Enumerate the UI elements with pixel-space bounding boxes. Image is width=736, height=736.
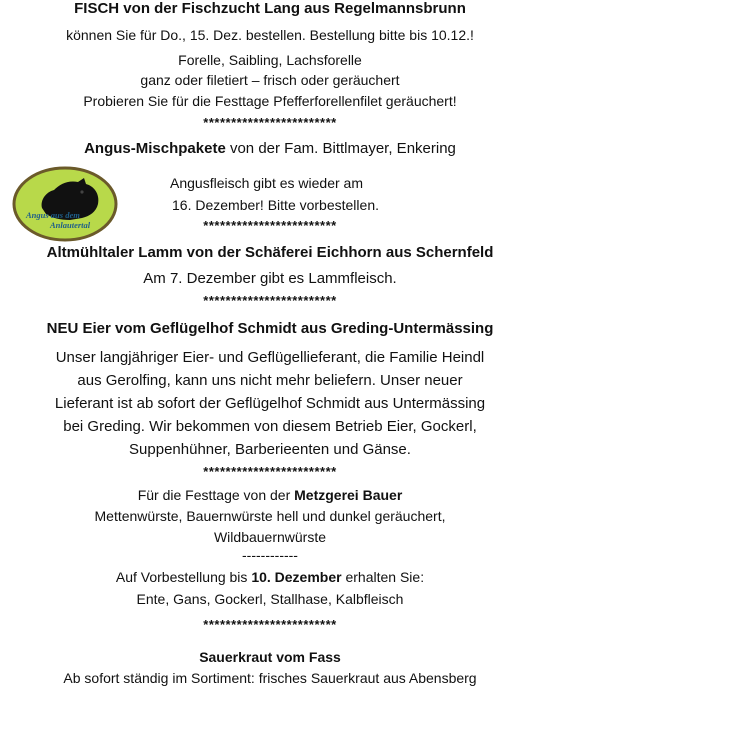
fisch-line-2: ganz oder filetiert – frisch oder geräuchert — [140, 72, 400, 88]
separator-3: ************************ — [203, 293, 337, 308]
angus-title-bold: Angus-Mischpakete — [84, 140, 226, 157]
angus-logo-graphic — [12, 166, 118, 242]
logo-text-2: Anlautertal — [50, 220, 91, 230]
separator-5: ************************ — [203, 617, 337, 632]
flyer-column — [20, 0, 520, 688]
eier-line-3: Lieferant ist ab sofort der Geflügelhof Schmidt aus Untermässing — [54, 395, 486, 412]
metzgerei-name: Metzgerei Bauer — [294, 487, 403, 503]
metzgerei-intro-text: Für die Festtage von der — [137, 487, 295, 503]
metzgerei-pre-a: Auf Vorbestellung bis — [115, 569, 252, 585]
eier-line-1: Unser langjähriger Eier- und Geflügellieferant, die Familie Heindl — [55, 349, 485, 366]
metzgerei-line-1: Mettenwürste, Bauernwürste hell und dunkel geräuchert, — [94, 508, 446, 524]
metzgerei-date: 10. Dezember — [251, 569, 342, 585]
separator-4: ************************ — [203, 464, 337, 479]
separator-1: ************************ — [203, 115, 337, 130]
angus-title-rest: von der Fam. Bittlmayer, Enkering — [225, 140, 456, 157]
fisch-line-1: Forelle, Saibling, Lachsforelle — [178, 52, 362, 68]
metzgerei-preorder — [20, 566, 520, 588]
eier-title: NEU Eier vom Geflügelhof Schmidt aus Greding-Untermässing — [46, 320, 494, 337]
eier-line-5: Suppenhühner, Barberieenten und Gänse. — [129, 441, 411, 458]
separator-2: ************************ — [203, 218, 337, 233]
sauerkraut-line-1: Ab sofort ständig im Sortiment: frisches Sauerkraut aus Abensberg — [63, 670, 477, 686]
lamm-line-1: Am 7. Dezember gibt es Lammfleisch. — [143, 270, 397, 287]
metzgerei-dashes: ------------ — [242, 547, 298, 563]
angus-title — [20, 138, 520, 160]
metzgerei-pre-b: erhalten Sie: — [341, 569, 425, 585]
metzgerei-intro — [20, 485, 520, 506]
fisch-title: FISCH von der Fischzucht Lang aus Regelmannsbrunn — [74, 0, 466, 17]
angus-logo — [12, 166, 118, 242]
eier-body — [20, 346, 520, 461]
eier-line-4: bei Greding. Wir bekommen von diesem Betrieb Eier, Gockerl, — [63, 418, 477, 435]
lamm-title: Altmühltaler Lamm von der Schäferei Eichhorn aus Schernfeld — [46, 244, 494, 261]
angus-line-1: Angusfleisch gibt es wieder am — [170, 175, 363, 191]
angus-line-2: 16. Dezember! Bitte vorbestellen. — [172, 197, 379, 213]
logo-text-1: Angus aus dem — [26, 210, 80, 220]
sauerkraut-title: Sauerkraut vom Fass — [199, 649, 341, 665]
metzgerei-line-2: Wildbauernwürste — [213, 529, 327, 545]
fisch-order: können Sie für Do., 15. Dez. bestellen. Bestellung bitte bis 10.12.! — [66, 27, 474, 43]
cow-eye — [80, 190, 83, 193]
fisch-line-3: Probieren Sie für die Festtage Pfefferforellenfilet geräuchert! — [83, 93, 457, 109]
metzgerei-items: Ente, Gans, Gockerl, Stallhase, Kalbfleisch — [136, 591, 404, 607]
eier-line-2: aus Gerolfing, kann uns nicht mehr beliefern. Unser neuer — [77, 372, 463, 389]
